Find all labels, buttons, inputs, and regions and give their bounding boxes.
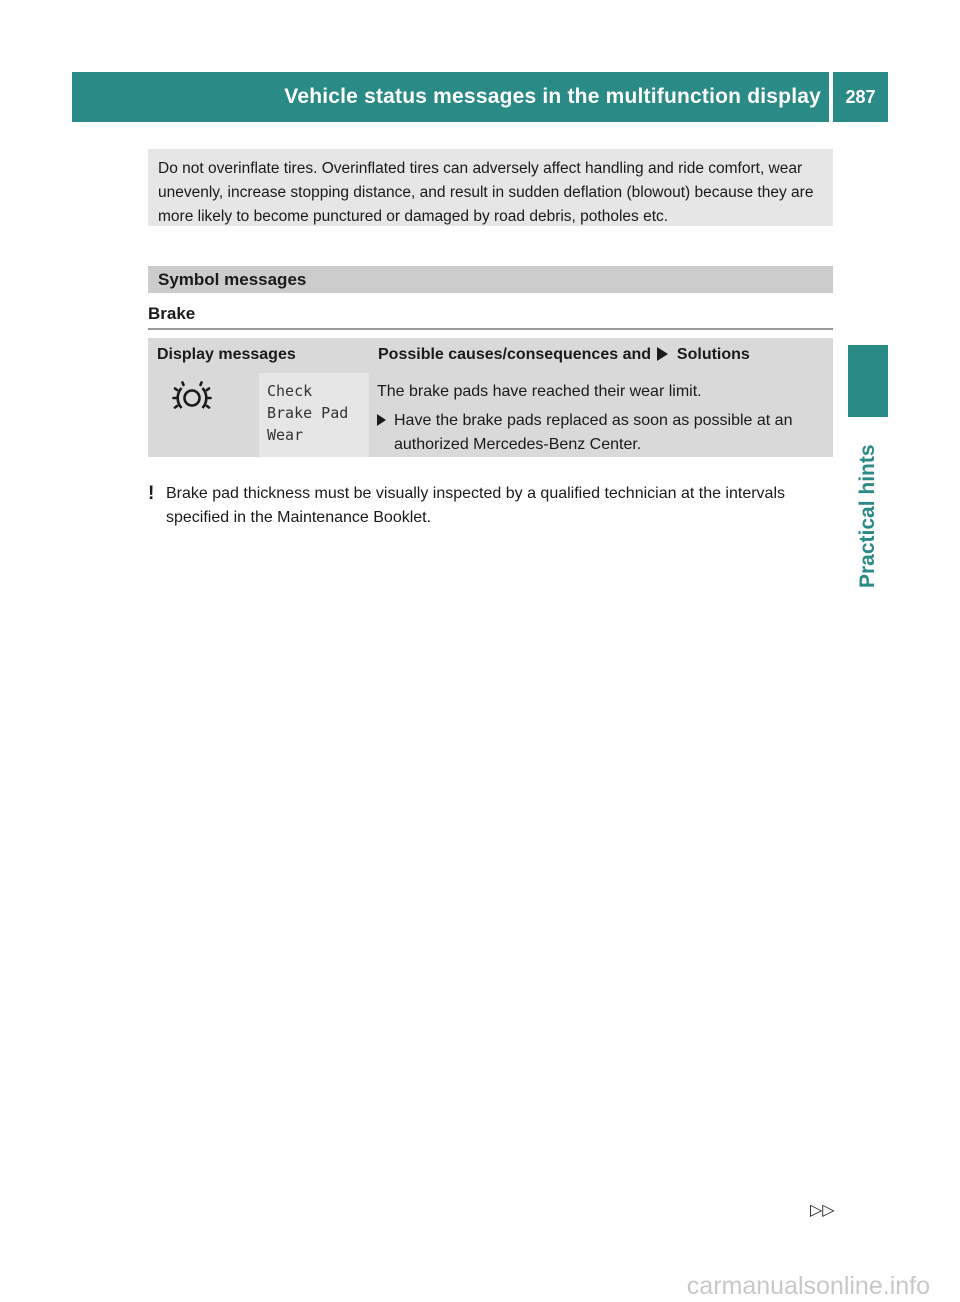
- side-section-label-wrap: [848, 430, 888, 600]
- solution-text: Have the brake pads replaced as soon as possible at an authorized Mercedes-Benz Center.: [394, 412, 793, 453]
- subsection-heading: Brake: [148, 304, 196, 323]
- section-heading: Symbol messages: [148, 266, 833, 293]
- causes-solutions-cell: [369, 373, 833, 457]
- action-arrow-icon: [377, 414, 386, 426]
- side-section-label: Practical hints: [856, 444, 879, 588]
- display-message: [259, 373, 369, 457]
- header-solutions-label: Solutions: [676, 346, 750, 363]
- display-message-line: Check: [267, 382, 313, 400]
- messages-table: [148, 338, 833, 457]
- caution-note: [148, 482, 838, 530]
- table-cell-icon: [148, 373, 259, 457]
- header-causes-label: Possible causes/consequences and: [378, 346, 652, 363]
- display-message-line: Wear: [267, 426, 304, 444]
- exclamation-icon: !: [148, 483, 155, 504]
- brake-wear-icon: [148, 373, 259, 457]
- display-message-line: Brake Pad: [267, 404, 349, 422]
- action-arrow-icon: [657, 347, 668, 361]
- chapter-title: Vehicle status messages in the multifunction display: [284, 85, 821, 108]
- page-number: 287: [845, 86, 876, 107]
- side-section-tab: [848, 345, 888, 417]
- header-display-messages: Display messages: [157, 346, 296, 363]
- warning-box: Do not overinflate tires. Overinflated tires can adversely affect handling and ride comfort, wear unevenly, increase stopping distance, and result in sudden deflation (blowout) because they are more likely to become punctured or damaged by road debris, potholes etc.: [148, 149, 833, 226]
- solution-step: [377, 409, 825, 457]
- cause-text: The brake pads have reached their wear limit.: [377, 383, 702, 400]
- subheading-rule: [148, 328, 833, 330]
- header-causes-solutions: [378, 346, 750, 364]
- table-header-row: [148, 338, 833, 373]
- page-header: [72, 72, 888, 122]
- site-watermark: carmanualsonline.info: [686, 1271, 930, 1300]
- note-text: Brake pad thickness must be visually inspected by a qualified technician at the intervals specified in the Maintenance Booklet.: [166, 485, 786, 526]
- table-row: [148, 373, 833, 457]
- continue-arrows-icon: ▷▷: [810, 1202, 835, 1219]
